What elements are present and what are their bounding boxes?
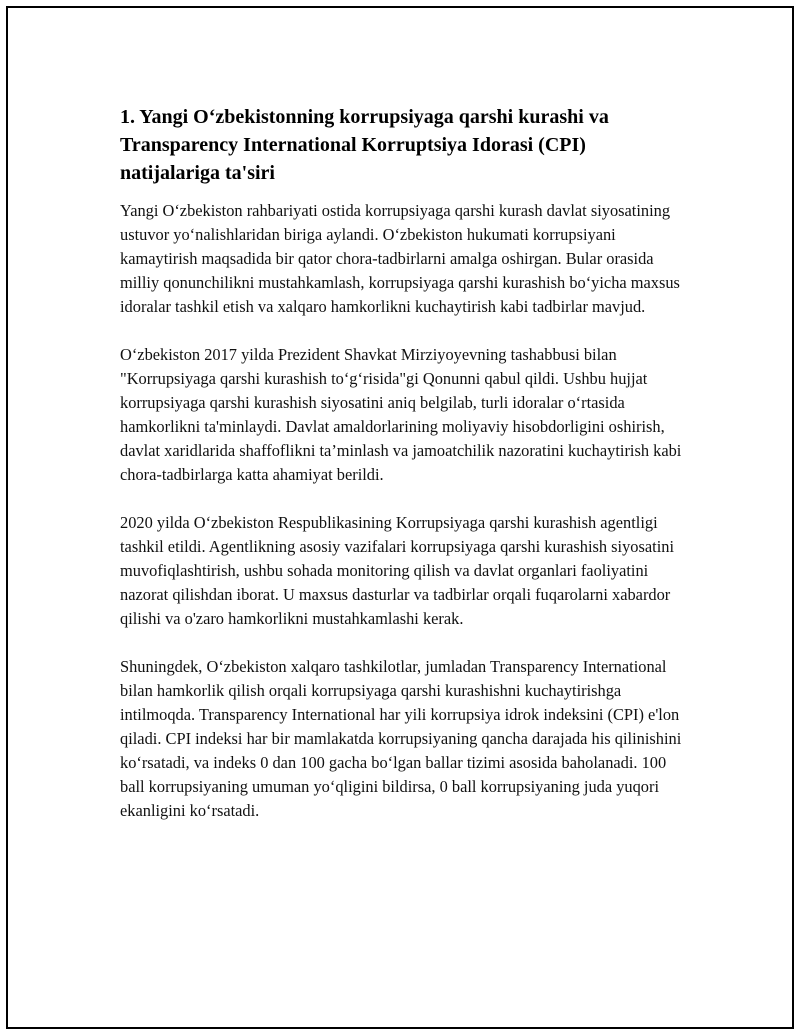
paragraph-2: O‘zbekiston 2017 yilda Prezident Shavkat Mirziyoyevning tashabbusi bilan "Korrupsiyaga qarshi kurashish to‘g‘risida"gi Qonunni qabul qildi. Ushbu hujjat korrupsiyaga qarshi kurashish siyosatini aniq belgilab, turli idoralar o‘rtasida hamkorlikni ta'minlaydi. Davlat amaldorlarining moliyaviy hisobdorligini oshirish, davlat xaridlarida shaffoflikni ta’minlash va jamoatchilik nazoratini kuchaytirish kabi chora-tadbirlarga katta ahamiyat berildi. — [120, 345, 682, 484]
document-body — [120, 103, 690, 847]
section-heading: 1. Yangi O‘zbekistonning korrupsiyaga qarshi kurashi va Transparency International Korruptsiya Idorasi (CPI) natijalariga ta'siri — [120, 106, 609, 184]
paragraph-3: 2020 yilda O‘zbekiston Respublikasining Korrupsiyaga qarshi kurashish agentligi tashkil etildi. Agentlikning asosiy vazifalari korrupsiyaga qarshi kurashish siyosatini muvofiqlashtirish, ushbu sohada monitoring qilish va davlat organlari faoliyatini nazorat qilishdan iborat. U maxsus dasturlar va tadbirlar orqali fuqarolarni xabardor qilishi va o'zaro hamkorlikni mustahkamlashi kerak. — [120, 513, 674, 628]
page-frame — [6, 6, 794, 1029]
paragraph-4: Shuningdek, O‘zbekiston xalqaro tashkilotlar, jumladan Transparency International bilan hamkorlik qilish orqali korrupsiyaga qarshi kurashishni kuchaytirishga intilmoqda. Transparency International har yili korrupsiya idrok indeksini (CPI) e'lon qiladi. CPI indeksi har bir mamlakatda korrupsiyaning qancha darajada his qilinishini ko‘rsatadi, va indeks 0 dan 100 gacha bo‘lgan ballar tizimi asosida baholanadi. 100 ball korrupsiyaning umuman yo‘qligini bildirsa, 0 ball korrupsiyaning juda yuqori ekanligini ko‘rsatadi. — [120, 657, 682, 820]
paragraph-1: Yangi O‘zbekiston rahbariyati ostida korrupsiyaga qarshi kurash davlat siyosatining ustuvor yo‘nalishlaridan biriga aylandi. O‘zbekiston hukumati korrupsiyani kamaytirish maqsadida bir qator chora-tadbirlarni amalga oshirgan. Bular orasida milliy qonunchilikni mustahkamlash, korrupsiyaga qarshi kurashish bo‘yicha maxsus idoralar tashkil etish va xalqaro hamkorlikni kuchaytirish kabi tadbirlar mavjud. — [120, 201, 680, 316]
